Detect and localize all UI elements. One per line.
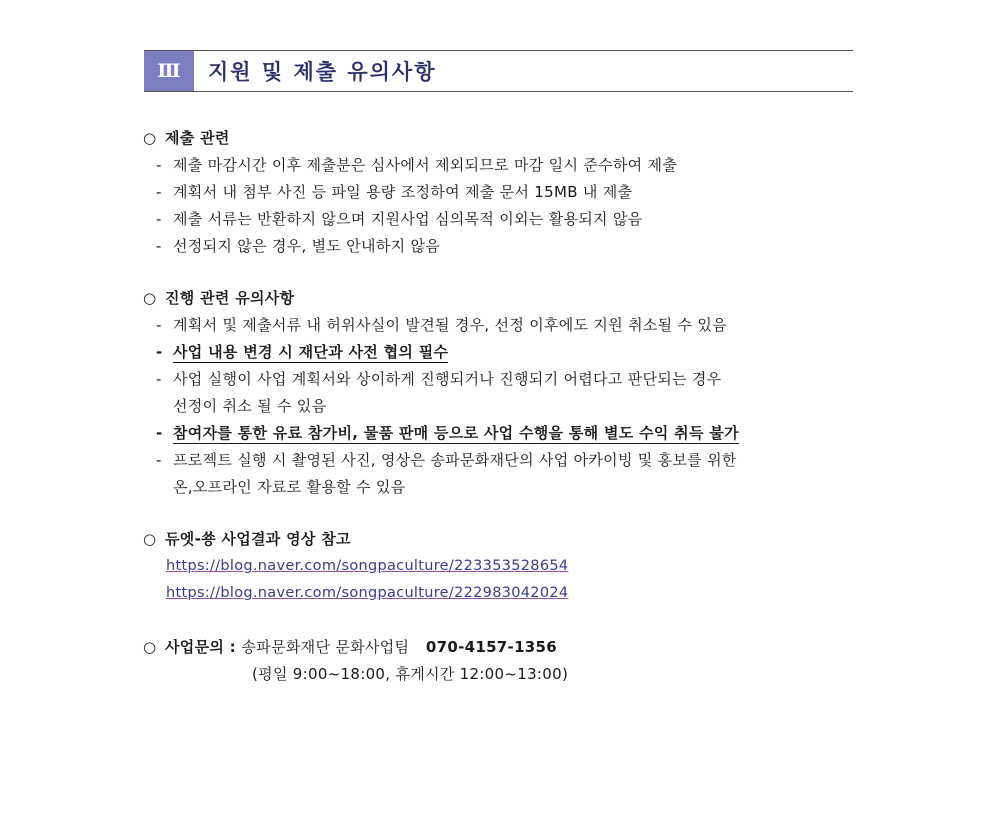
circle-bullet-icon: ○ xyxy=(143,638,157,656)
section-numeral: Ⅲ xyxy=(144,51,194,91)
circle-bullet-icon: ○ xyxy=(143,129,157,147)
progress-heading: ○ 진행 관련 유의사항 xyxy=(143,289,295,307)
contact-org: 송파문화재단 문화사업팀 xyxy=(241,638,410,656)
list-item: - 사업 실행이 사업 계획서와 상이하게 진행되거나 진행되기 어렵다고 판단되는 경우 xyxy=(156,370,722,388)
video-link-2[interactable]: https://blog.naver.com/songpaculture/222983042024 xyxy=(166,585,569,601)
circle-bullet-icon: ○ xyxy=(143,289,157,307)
section-header xyxy=(144,50,853,92)
list-item-continuation: 온,오프라인 자료로 활용할 수 있음 xyxy=(173,478,406,496)
list-item: - 계획서 내 첨부 사진 등 파일 용량 조정하여 제출 문서 15MB 내 제출 xyxy=(156,183,633,201)
list-item-emphasis: - 참여자를 통한 유료 참가비, 물품 판매 등으로 사업 수행을 통해 별도 수익 취득 불가 xyxy=(156,424,739,442)
list-item-continuation: 선정이 취소 될 수 있음 xyxy=(173,397,327,415)
section-title: 지원 및 제출 유의사항 xyxy=(208,60,437,84)
contact-hours: (평일 9:00~18:00, 휴게시간 12:00~13:00) xyxy=(252,665,569,683)
list-item: - 프로젝트 실행 시 촬영된 사진, 영상은 송파문화재단의 사업 아카이빙 및 홍보를 위한 xyxy=(156,451,737,469)
contact-phone: 070-4157-1356 xyxy=(425,638,558,656)
circle-bullet-icon: ○ xyxy=(143,530,157,548)
contact-label: 사업문의 : xyxy=(165,638,236,656)
contact-line xyxy=(143,637,557,657)
list-item: - 제출 서류는 반환하지 않으며 지원사업 심의목적 이외는 활용되지 않음 xyxy=(156,210,643,228)
list-item: - 계획서 및 제출서류 내 허위사실이 발견될 경우, 선정 이후에도 지원 취소될 수 있음 xyxy=(156,316,727,334)
list-item: - 제출 마감시간 이후 제출분은 심사에서 제외되므로 마감 일시 준수하여 제출 xyxy=(156,156,678,174)
submission-heading: ○ 제출 관련 xyxy=(143,129,230,147)
list-item: - 선정되지 않은 경우, 별도 안내하지 않음 xyxy=(156,237,441,255)
list-item-emphasis: - 사업 내용 변경 시 재단과 사전 협의 필수 xyxy=(156,343,449,361)
video-link-1[interactable]: https://blog.naver.com/songpaculture/223353528654 xyxy=(166,558,569,574)
reference-heading: ○ 듀엣-쑝 사업결과 영상 참고 xyxy=(143,530,351,548)
